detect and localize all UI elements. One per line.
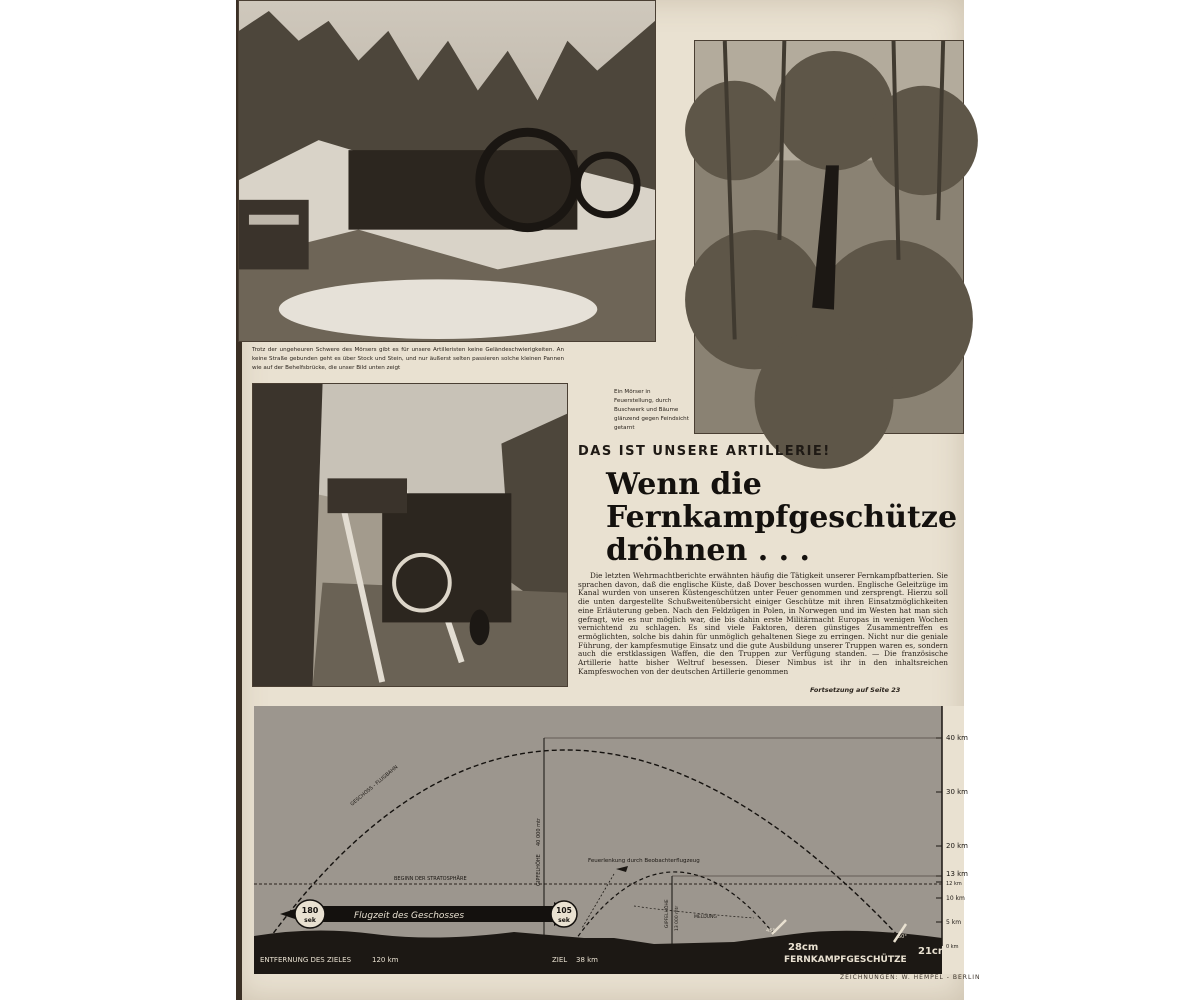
y-tick-40: 40 km [946,734,969,742]
trajectory-diagram [254,706,969,974]
y-tick-0: 0 km [946,944,959,950]
guns-title: FERNKAMPFGESCHÜTZE [784,955,907,965]
angle-2-label: 50° [898,934,907,940]
article-kicker: DAS IST UNSERE ARTILLERIE! [578,444,831,459]
distance-label: ENTFERNUNG DES ZIELES [260,956,352,964]
small-axis-label: GIPFELHÖHE [665,899,670,928]
flight-time-1-num: 180 [301,906,319,915]
stratosphere-label: BEGINN DER STRATOSPHÄRE [394,876,467,882]
caption-mortar-forest: Ein Mörser in Feuerstellung, durch Buschwerk und Bäume glänzend gegen Feindsicht getarnt [614,389,689,431]
photo-mortar-forest [694,40,964,434]
photo-mortar-mountain [238,0,656,342]
gun-28cm-label: 28cm [788,942,819,953]
peak-height-label: 40 000 mtr [536,818,542,846]
headline-line-3: dröhnen . . . [606,533,810,568]
trajectory-label: GESCHOSS - FLUGBAHN [349,764,400,808]
flight-time-2-num: 105 [556,906,572,915]
y-tick-20: 20 km [946,842,969,850]
small-peak-label: 13 000 mtr [675,905,680,931]
target-label: ZIEL [552,956,568,964]
distance-120: 120 km [372,956,399,964]
spotter-label: Feuerlenkung durch Beobachterflugzeug [588,858,700,864]
wave-label: MELDUNG [694,915,717,920]
y-tick-30: 30 km [946,788,969,796]
y-tick-5: 5 km [946,919,962,926]
headline-line-1: Wenn die [606,467,762,502]
flight-time-label: Flugzeit des Geschosses [354,911,465,921]
caption-mortar-mountain: Trotz der ungeheuren Schwere des Mörsers gibt es für unsere Artilleristen keine Geländeschwierigkeiten. An keine Straße gebunden geht es über Stock und Stein, und nur äußerst selten passieren solche kleinen Pannen wie auf der Behelfsbrücke, die unser Bild unten zeigt [252,347,564,371]
gun-21cm-label: 21cm [918,946,949,957]
headline-line-2: Fernkampfgeschütze [606,500,958,535]
flight-time-1-unit: sek [304,917,316,924]
article-headline [606,467,958,568]
photo-mortar-bridge [252,383,568,687]
continuation-note: Fortsetzung auf Seite 23 [810,686,901,694]
y-tick-12: 12 km [946,881,962,887]
y-tick-13: 13 km [946,870,969,878]
distance-38: 38 km [576,956,599,964]
y-tick-10: 10 km [946,895,965,902]
illustration-credit: ZEICHNUNGEN: W. HEMPEL - BERLIN [840,974,981,981]
article-body: Die letzten Wehrmachtberichte erwähnten häufig die Tätigkeit unserer Fernkampfbatterien. Sie sprachen davon, daß die englische Küste, daß Dover beschossen wurden. Englische Geleitzüge im Kanal wurden von unseren Küstengeschützen unter Feuer genommen und zersprengt. Hierzu soll die unten dargestellte Schußweitenübersicht einiger Geschütze mit ihren Einsatzmöglichkeiten eine Erläuterung geben. Nach den Feldzügen in Polen, in Norwegen und im Westen hat man sich gefragt, wie es nur möglich war, die bis dahin erste Militärmacht Europas in wenigen Wochen vernichtend zu schlagen. Es sind viele Faktoren, deren günstiges Zusammentreffen es ermöglichten, solche bis dahin für unmöglich gehaltenen Siege zu erringen. Nicht nur die geniale Führung, der kampfesmutige Einsatz und die gute Ausbildung unserer Truppen waren es, sondern auch die erstklassigen Waffen, die den Truppen zur Verfügung standen. — Die französische Artillerie hatte bisher Weltruf besessen. Dieser Nimbus ist ihr in den inhaltsreichen Kampfeswochen von der deutschen Artillerie genommen [578,571,948,676]
flight-time-2-unit: sek [558,917,570,924]
peak-axis-label: GIPFELHÖHE [536,854,542,886]
angle-1-label: 45° [766,928,775,934]
